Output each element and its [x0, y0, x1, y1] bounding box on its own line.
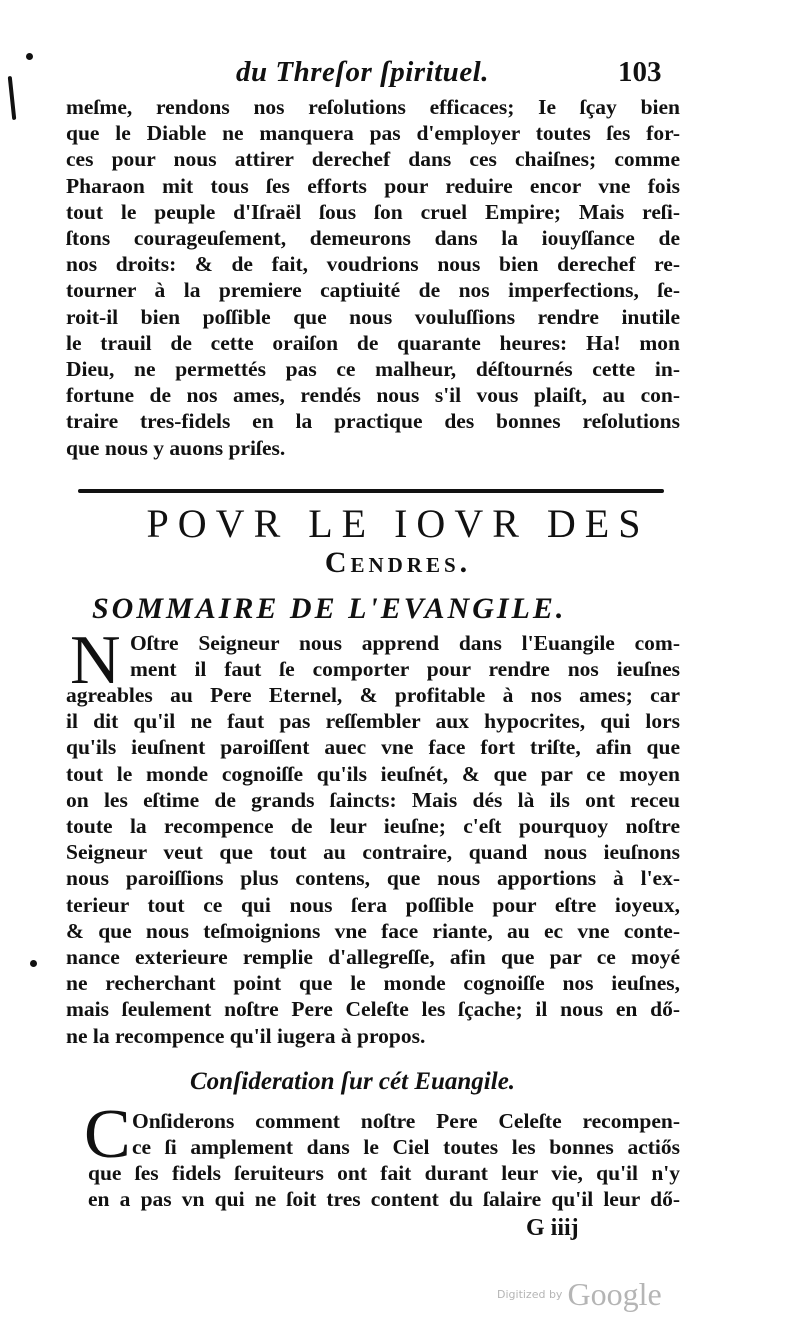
text-line: mais ſeulement noſtre Pere Celeſte les ſçache; il nous en dő-: [66, 997, 680, 1022]
digitization-watermark: [497, 1276, 662, 1313]
text-line: tout le monde cognoiſſe qu'ils ieuſnét, & que par ce moyen: [66, 761, 680, 786]
text-line: meſme, rendons nos reſolutions efficaces; Ie ſçay bien: [66, 95, 680, 119]
text-line: Pharaon mit tous ſes efforts pour reduire encor vne fois: [66, 173, 680, 198]
drop-cap-letter: N: [70, 622, 121, 699]
text-line: le trauil de cette oraiſon de quarante heures: Ha! mon: [66, 330, 680, 355]
text-line: il dit qu'il ne faut pas reſſembler aux hypocrites, qui lors: [66, 709, 680, 734]
consideration-paragraph: [88, 1160, 680, 1212]
text-line: ce ſi amplement dans le Ciel toutes les bonnes actiős: [132, 1135, 680, 1160]
drop-cap-letter: C: [84, 1096, 131, 1173]
section-divider-rule: [78, 489, 664, 493]
sommaire-paragraph-head: [130, 630, 680, 682]
watermark-prefix: Digitized by: [497, 1288, 563, 1301]
text-line: Seigneur veut que tout au contraire, quand nous ieuſnons: [66, 840, 680, 865]
text-line: ne la recompence qu'il iugera à propos.: [66, 1023, 426, 1048]
text-line: agreables au Pere Eternel, & profitable à nos ames; car: [66, 683, 680, 707]
text-line: Oſtre Seigneur nous apprend dans l'Euangile com-: [130, 631, 680, 655]
text-line: traire tres-fidels en la practique des bonnes reſolutions: [66, 409, 680, 434]
text-line: & que nous teſmoignions vne face riante, au ec vne conte-: [66, 918, 680, 943]
text-line: nance exterieure remplie d'allegreſſe, afin que par ce moyé: [66, 945, 680, 970]
text-line: que nous y auons priſes.: [66, 435, 286, 460]
text-line: tout le peuple d'Iſraël ſous ſon cruel Empire; Mais reſi-: [66, 199, 680, 224]
text-line: Onſiderons comment noſtre Pere Celeſte recompen-: [132, 1109, 680, 1133]
consideration-paragraph-head: [132, 1108, 680, 1160]
text-line: toute la recompence de leur ieuſne; c'eſt pourquoy noſtre: [66, 814, 680, 839]
text-line: nos droits: & de fait, voudrions nous bien derechef re-: [66, 252, 680, 277]
text-line: ment il faut ſe comporter pour rendre nos ieuſnes: [130, 657, 680, 682]
text-line: ſtons courageuſement, demeurons dans la iouyſſance de: [66, 226, 680, 251]
section-title-sub: Cendres.: [324, 546, 472, 579]
text-line: ne recherchant point que le monde cognoiſſe nos ieuſnes,: [66, 971, 680, 996]
text-line: nous paroiſſions plus contens, que nous apportions à l'ex-: [66, 866, 680, 891]
running-title: du Threſor ſpirituel.: [236, 56, 489, 88]
text-line: que le Diable ne manquera pas d'employer toutes ſes for-: [66, 121, 680, 146]
text-line: roit-il bien poſſible que nous vouluſſions rendre inutile: [66, 304, 680, 329]
page-number: 103: [618, 56, 662, 88]
margin-dot: [30, 960, 37, 967]
text-line: Dieu, ne permettés pas ce malheur, déſtournés cette in-: [66, 357, 680, 382]
consideration-heading: Conſideration ſur cét Euangile.: [190, 1068, 516, 1095]
watermark-brand: Google: [567, 1276, 662, 1312]
signature-mark: G iiij: [526, 1215, 579, 1241]
sommaire-paragraph: [66, 682, 680, 1049]
sommaire-heading: SOMMAIRE DE L'EVANGILE.: [92, 592, 567, 625]
text-line: que ſes fidels ſeruiteurs ont fait durant leur vie, qu'il n'y: [88, 1161, 680, 1185]
text-line: on les eſtime de grands ſaincts: Mais dés là ils ont receu: [66, 787, 680, 812]
text-line: fortune de nos ames, rendés nous s'il vous plaiſt, au con-: [66, 383, 680, 408]
text-line: ces pour nous attirer derechef dans ces chaiſnes; comme: [66, 147, 680, 172]
section-title-main: POVR LE IOVR DES: [146, 501, 650, 546]
text-line: qu'ils ieuſnent paroiſſent auec vne face fort triſte, afin que: [66, 735, 680, 760]
text-line: tourner à la premiere captiuité de nos imperfections, ſe-: [66, 278, 680, 303]
paragraph-continuation: [66, 94, 680, 461]
text-line: en a pas vn qui ne ſoit tres content du ſalaire qu'il leur dő-: [88, 1187, 680, 1212]
text-line: terieur tout ce qui nous ſera poſſible pour eſtre ioyeux,: [66, 892, 680, 917]
